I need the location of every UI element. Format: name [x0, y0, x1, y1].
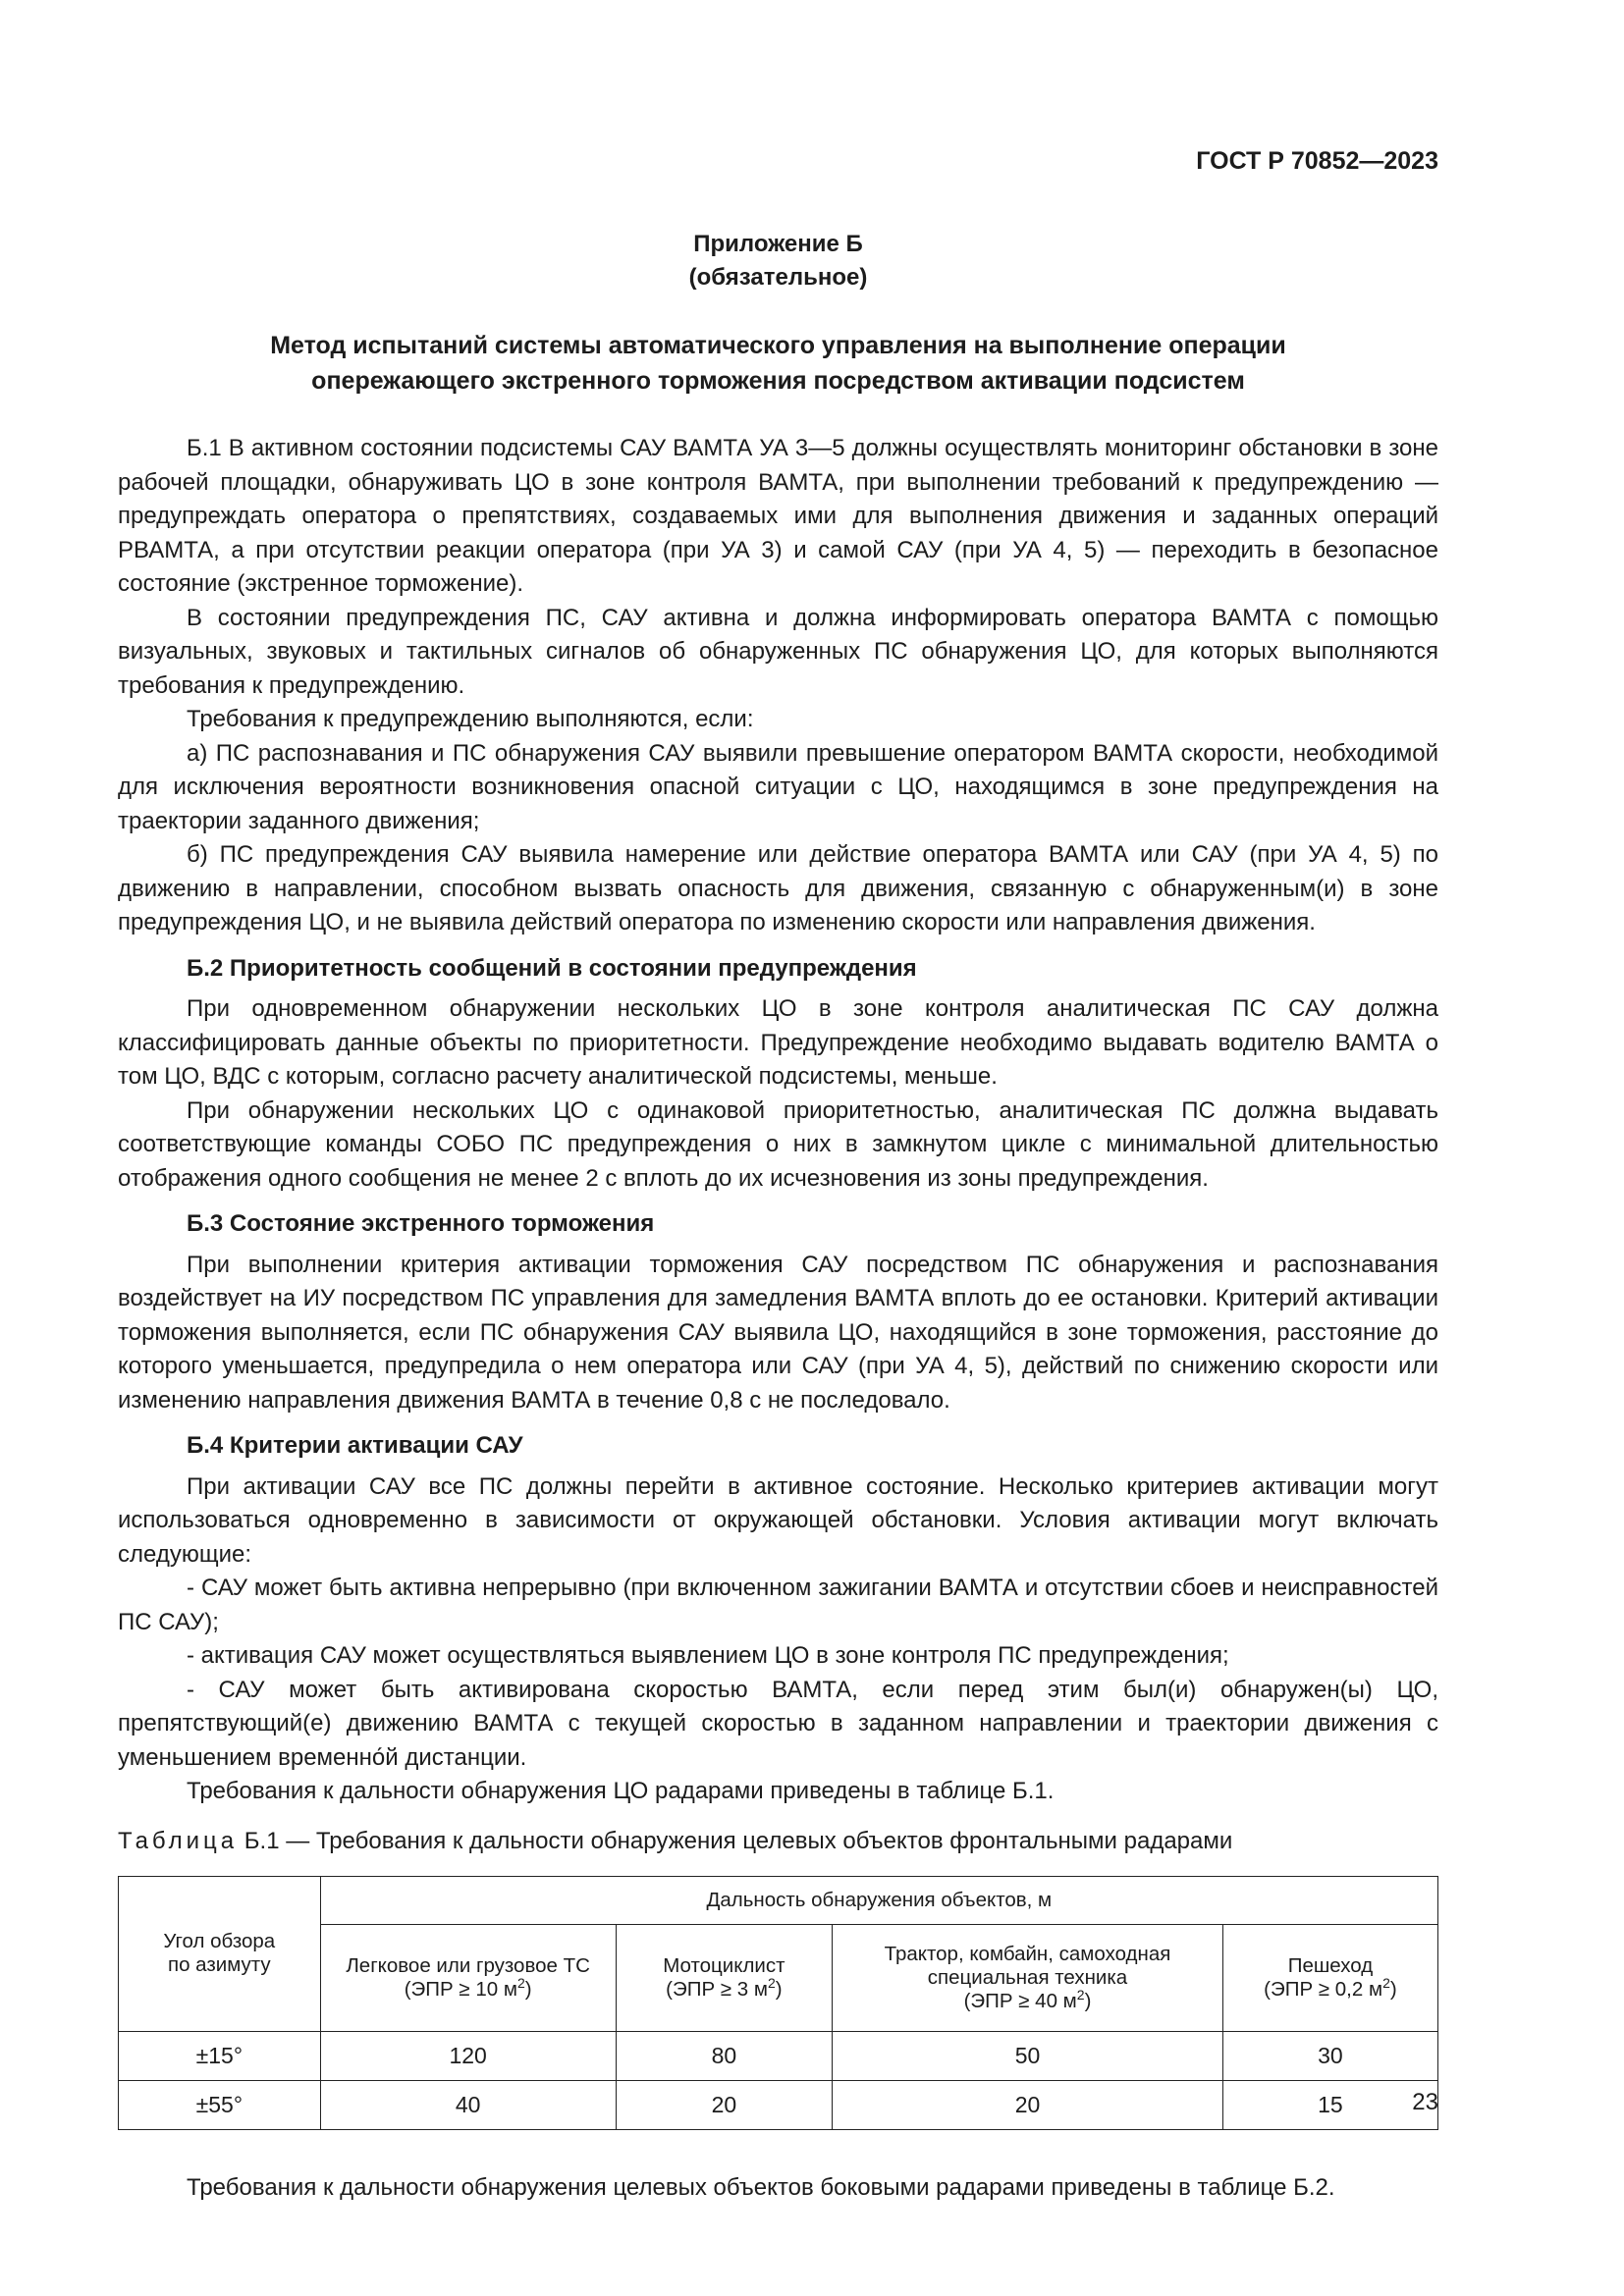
section-heading-b4: Б.4 Критерии активации САУ — [187, 1432, 523, 1459]
paragraph: При одновременном обнаружении нескольких ЦО в зоне контроля аналитическая ПС САУ должна классифицировать данные объекты по приоритетности. Предупреждение необходимо выдавать водителю ВАМТА о том ЦО, ВДС с которым, согласно расчету аналитической подсистемы, меньше. — [118, 995, 1438, 1090]
cell-angle: ±55° — [119, 2080, 321, 2129]
list-item: б) ПС предупреждения САУ выявила намерение или действие оператора ВАМТА или САУ (при УА 4, 5) по движению в направлении, способном вызвать опасность для движения, связанную с обнаруженным(и) в зоне предупреждения ЦО, и не выявила действий оператора по изменению скорости или направления движения. — [118, 841, 1438, 935]
paragraph: Требования к предупреждению выполняются, если: — [187, 706, 754, 732]
table-row — [119, 2031, 1438, 2080]
page-body — [118, 147, 1438, 2205]
appendix-heading — [118, 228, 1438, 294]
header-tractor: Трактор, комбайн, самоходная специальная техника (ЭПР ≥ 40 $м^2$) — [833, 1924, 1223, 2031]
cell-value: 20 — [616, 2080, 832, 2129]
section-heading-b2: Б.2 Приоритетность сообщений в состоянии предупреждения — [187, 954, 917, 982]
paragraph: Требования к дальности обнаружения ЦО радарами приведены в таблице Б.1. — [187, 1778, 1055, 1804]
header-angle: Угол обзора по азимуту — [119, 1876, 321, 2031]
table-reference-paragraph: Требования к дальности обнаружения целевых объектов боковыми радарами приведены в таблице Б.2. — [187, 2173, 1335, 2201]
list-item: - активация САУ может осуществляться выявлением ЦО в зоне контроля ПС предупреждения; — [187, 1642, 1229, 1669]
list-item: - САУ может быть активирована скоростью ВАМТА, если перед этим был(и) обнаружен(ы) ЦО, препятствующий(е) движению ВАМТА с текущей скоростью в заданном направлении и траектории движения с уменьшением временно́й дистанции. — [118, 1676, 1438, 1771]
header-detection-range: Дальность обнаружения объектов, м — [320, 1876, 1437, 1924]
section-heading-b3: Б.3 Состояние экстренного торможения — [187, 1210, 655, 1237]
page-number: 23 — [1412, 2089, 1438, 2115]
header-pedestrian: Пешеход (ЭПР ≥ 0,2 $м^2$) — [1222, 1924, 1437, 2031]
table-row — [119, 2080, 1438, 2129]
list-item: - САУ может быть активна непрерывно (при включенном зажигании ВАМТА и отсутствии сбоев и неисправностей ПС САУ); — [118, 1575, 1438, 1635]
cell-angle: ±15° — [119, 2031, 321, 2080]
cell-value: 50 — [833, 2031, 1223, 2080]
appendix-title — [118, 328, 1438, 399]
appendix-status: (обязательное) — [688, 264, 868, 291]
cell-value: 20 — [833, 2080, 1223, 2129]
list-item: а) ПС распознавания и ПС обнаружения САУ выявили превышение оператором ВАМТА скорости, необходимой для исключения вероятности возникновения опасной ситуации с ЦО, находящимся в зоне предупреждения на траектории заданного движения; — [118, 739, 1438, 834]
cell-value: 30 — [1222, 2031, 1437, 2080]
radar-range-table — [118, 1876, 1438, 2130]
document-code: ГОСТ Р 70852—2023 — [1196, 147, 1438, 175]
cell-value: 80 — [616, 2031, 832, 2080]
header-car-truck: Легковое или грузовое ТС (ЭПР ≥ 10 $м^2$) — [320, 1924, 616, 2031]
paragraph: В состоянии предупреждения ПС, САУ активна и должна информировать оператора ВАМТА с помощью визуальных, звуковых и тактильных сигналов об обнаруженных ПС обнаружения ЦО, для которых выполняются требования к предупреждению. — [118, 604, 1438, 699]
paragraph: При активации САУ все ПС должны перейти в активное состояние. Несколько критериев активации могут использоваться одновременно в зависимости от окружающей обстановки. Условия активации могут включать следующие: — [118, 1472, 1438, 1568]
table-caption-text: Б.1 — Требования к дальности обнаружения целевых объектов фронтальными радарами — [244, 1827, 1233, 1854]
table-caption — [118, 1825, 1438, 1858]
title-line-1: Метод испытаний системы автоматического управления на выполнение операции — [270, 332, 1286, 359]
cell-value: 40 — [320, 2080, 616, 2129]
paragraph: При обнаружении нескольких ЦО с одинаковой приоритетностью, аналитическая ПС должна выдавать соответствующие команды СОБО ПС предупреждения о них в замкнутом цикле с минимальной длительностью отображения одного сообщения не менее 2 с вплоть до их исчезновения из зоны предупреждения. — [118, 1096, 1438, 1192]
paragraph: При выполнении критерия активации торможения САУ посредством ПС обнаружения и распознавания воздействует на ИУ посредством ПС управления для замедления ВАМТА вплоть до ее остановки. Критерий активации торможения выполняется, если ПС обнаружения САУ выявила ЦО, находящийся в зоне торможения, расстояние до которого уменьшается, предупредила о нем оператора или САУ (при УА 4, 5), действий по снижению скорости или изменению направления движения ВАМТА в течение 0,8 с не последовало. — [118, 1251, 1438, 1414]
cell-value: 15 — [1222, 2080, 1437, 2129]
appendix-label: Приложение Б — [693, 231, 863, 257]
title-line-2: опережающего экстренного торможения посредством активации подсистем — [311, 367, 1245, 395]
paragraph-b1: Б.1 В активном состоянии подсистемы САУ ВАМТА УА 3—5 должны осуществлять мониторинг обстановки в зоне рабочей площадки, обнаруживать ЦО в зоне контроля ВАМТА, при выполнении требований к предупреждению — предупреждать оператора о препятствиях, создаваемых ими для выполнения движения и заданных операций РВАМТА, а при отсутствии реакции оператора (при УА 3) и самой САУ (при УА 4, 5) — переходить в безопасное состояние (экстренное торможение). — [118, 435, 1438, 597]
header-motorcyclist: Мотоциклист (ЭПР ≥ 3 $м^2$) — [616, 1924, 832, 2031]
table-header-row — [119, 1876, 1438, 1924]
table-caption-word: Таблица — [118, 1827, 239, 1854]
cell-value: 120 — [320, 2031, 616, 2080]
